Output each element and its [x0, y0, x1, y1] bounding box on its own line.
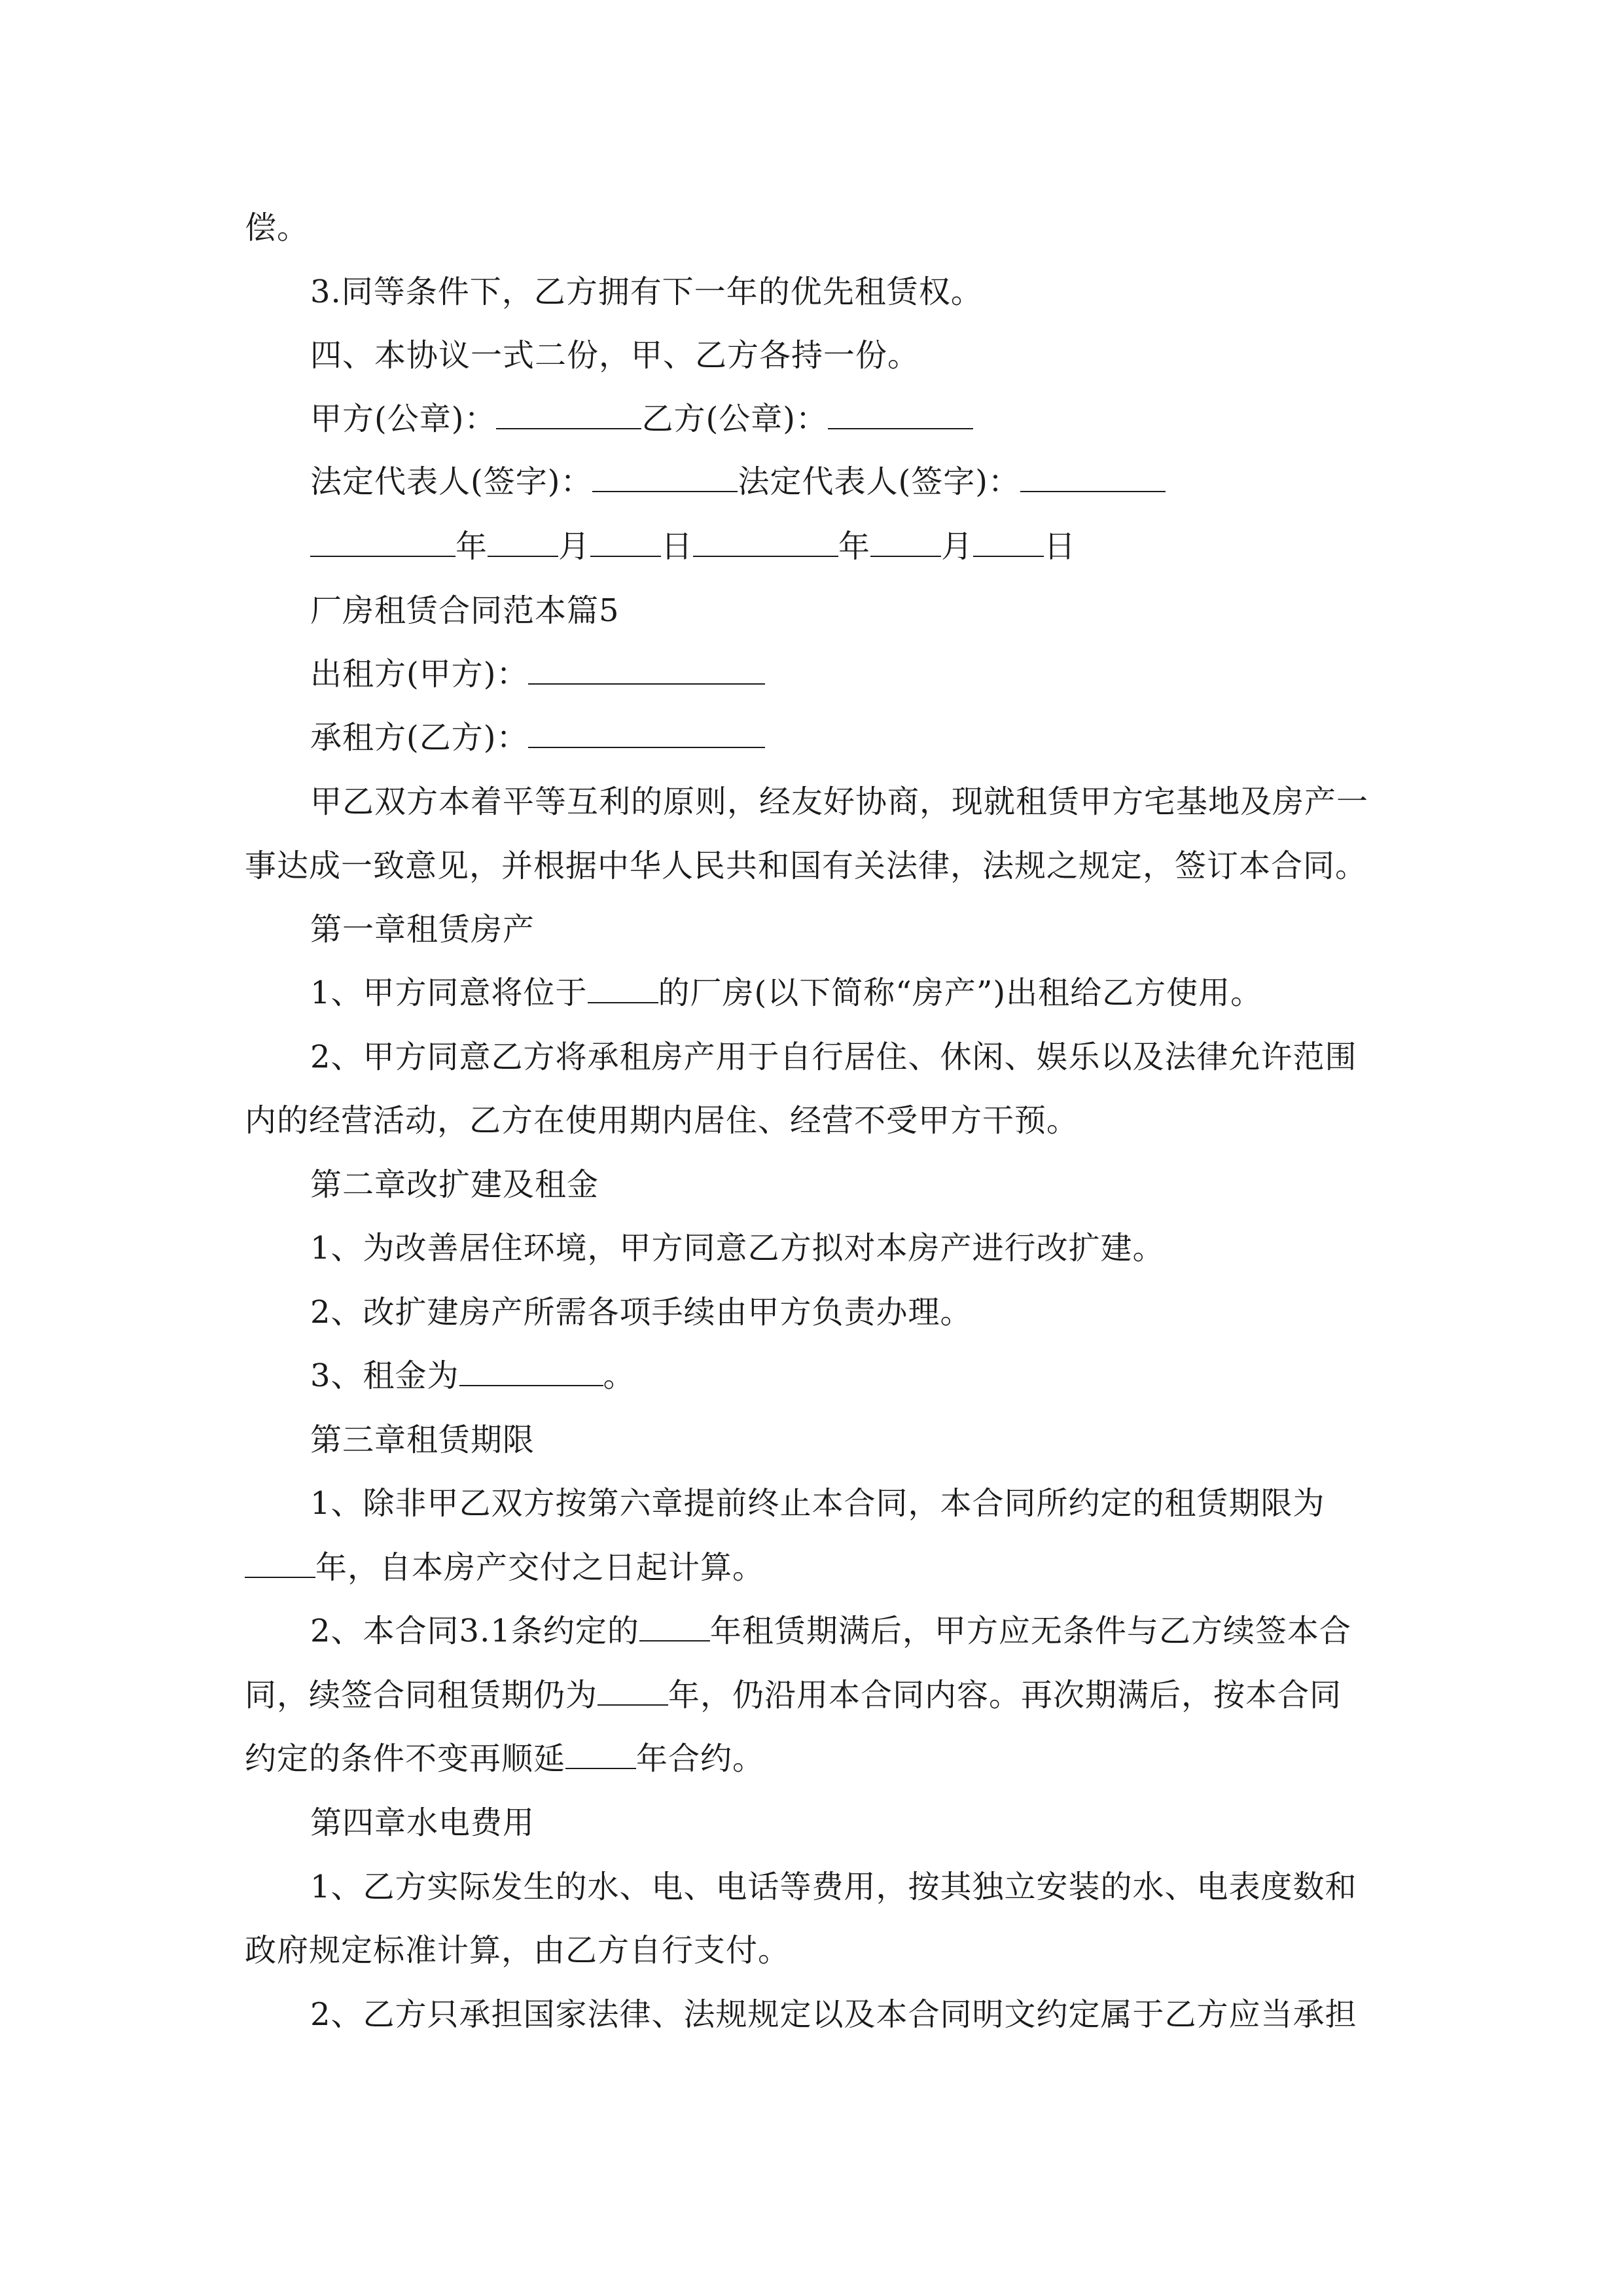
date-line: 年 月 日 年 月 日 [310, 527, 1076, 566]
chapter-4-clause-1-line-1: 1、乙方实际发生的水、电、电话等费用，按其独立安装的水、电表度数和 [310, 1869, 1357, 1905]
party-b-day-blank[interactable] [973, 527, 1044, 557]
lessor-line: 出租方(甲方)： [310, 655, 765, 694]
chapter-3-clause-2-line-2: 同，续签合同租赁期仍为 年，仍沿用本合同内容。再次期满后，按本合同 [245, 1677, 1342, 1713]
rent-amount-blank[interactable] [459, 1356, 603, 1386]
clause-four-copies: 四、本协议一式二份，甲、乙方各持一份。 [310, 337, 920, 374]
party-a-representative-blank[interactable] [592, 462, 738, 492]
lease-term-years-blank[interactable] [245, 1548, 315, 1578]
chapter-4-clause-1-line-2: 政府规定标准计算，由乙方自行支付。 [245, 1932, 791, 1969]
location-blank[interactable] [588, 973, 658, 1003]
section-title: 厂房租赁合同范本篇5 [310, 592, 620, 629]
chapter-1-clause-2-line-2: 内的经营活动，乙方在使用期内居住、经营不受甲方干预。 [245, 1102, 1079, 1139]
clause-3-priority-lease: 3.同等条件下，乙方拥有下一年的优先租赁权。 [310, 274, 983, 310]
chapter-4-clause-2-line-1: 2、乙方只承担国家法律、法规规定以及本合同明文约定属于乙方应当承担 [310, 1996, 1357, 2033]
chapter-3-clause-2-line-1: 2、本合同3.1条约定的 年租赁期满后，甲方应无条件与乙方续签本合 [310, 1613, 1351, 1649]
chapter-1-clause-2-line-1: 2、甲方同意乙方将承租房产用于自行居住、休闲、娱乐以及法律允许范围 [310, 1039, 1357, 1075]
party-b-month-blank[interactable] [870, 527, 941, 557]
preamble-line-2: 事达成一致意见，并根据中华人民共和国有关法律，法规之规定，签订本合同。 [245, 848, 1368, 884]
party-b-seal-blank[interactable] [828, 399, 973, 429]
lessor-blank[interactable] [528, 655, 765, 685]
initial-term-years-blank[interactable] [639, 1611, 710, 1641]
chapter-2-heading: 第二章改扩建及租金 [310, 1166, 599, 1203]
chapter-4-heading: 第四章水电费用 [310, 1804, 535, 1841]
chapter-2-clause-3: 3、租金为 。 [310, 1357, 635, 1394]
party-b-year-blank[interactable] [693, 527, 838, 557]
signature-seal-line: 甲方(公章)： 乙方(公章)： [310, 399, 973, 439]
party-a-seal-blank[interactable] [496, 399, 641, 429]
representative-signature-line: 法定代表人(签字)： 法定代表人(签字)： [310, 462, 1166, 501]
extension-years-blank[interactable] [565, 1739, 636, 1769]
party-a-day-blank[interactable] [590, 527, 661, 557]
chapter-1-clause-1: 1、甲方同意将位于 的厂房(以下简称“房产”)出租给乙方使用。 [310, 975, 1263, 1011]
preamble-line-1: 甲乙双方本着平等互利的原则，经友好协商，现就租赁甲方宅基地及房产一 [310, 783, 1369, 820]
lessee-line: 承租方(乙方)： [310, 718, 765, 757]
chapter-2-clause-2: 2、改扩建房产所需各项手续由甲方负责办理。 [310, 1294, 972, 1331]
chapter-2-clause-1: 1、为改善居住环境，甲方同意乙方拟对本房产进行改扩建。 [310, 1230, 1165, 1266]
paragraph-continuation: 偿。 [245, 209, 310, 246]
chapter-3-heading: 第三章租赁期限 [310, 1422, 535, 1458]
chapter-1-heading: 第一章租赁房产 [310, 911, 535, 948]
renewal-term-years-blank[interactable] [597, 1676, 668, 1706]
lessee-blank[interactable] [528, 718, 765, 748]
party-a-month-blank[interactable] [488, 527, 558, 557]
chapter-3-clause-1-line-2: 年，自本房产交付之日起计算。 [245, 1548, 764, 1587]
party-a-year-blank[interactable] [310, 527, 455, 557]
chapter-3-clause-1-line-1: 1、除非甲乙双方按第六章提前终止本合同，本合同所约定的租赁期限为 [310, 1485, 1325, 1522]
chapter-3-clause-2-line-3: 约定的条件不变再顺延 年合约。 [245, 1740, 765, 1777]
party-b-representative-blank[interactable] [1020, 462, 1166, 492]
